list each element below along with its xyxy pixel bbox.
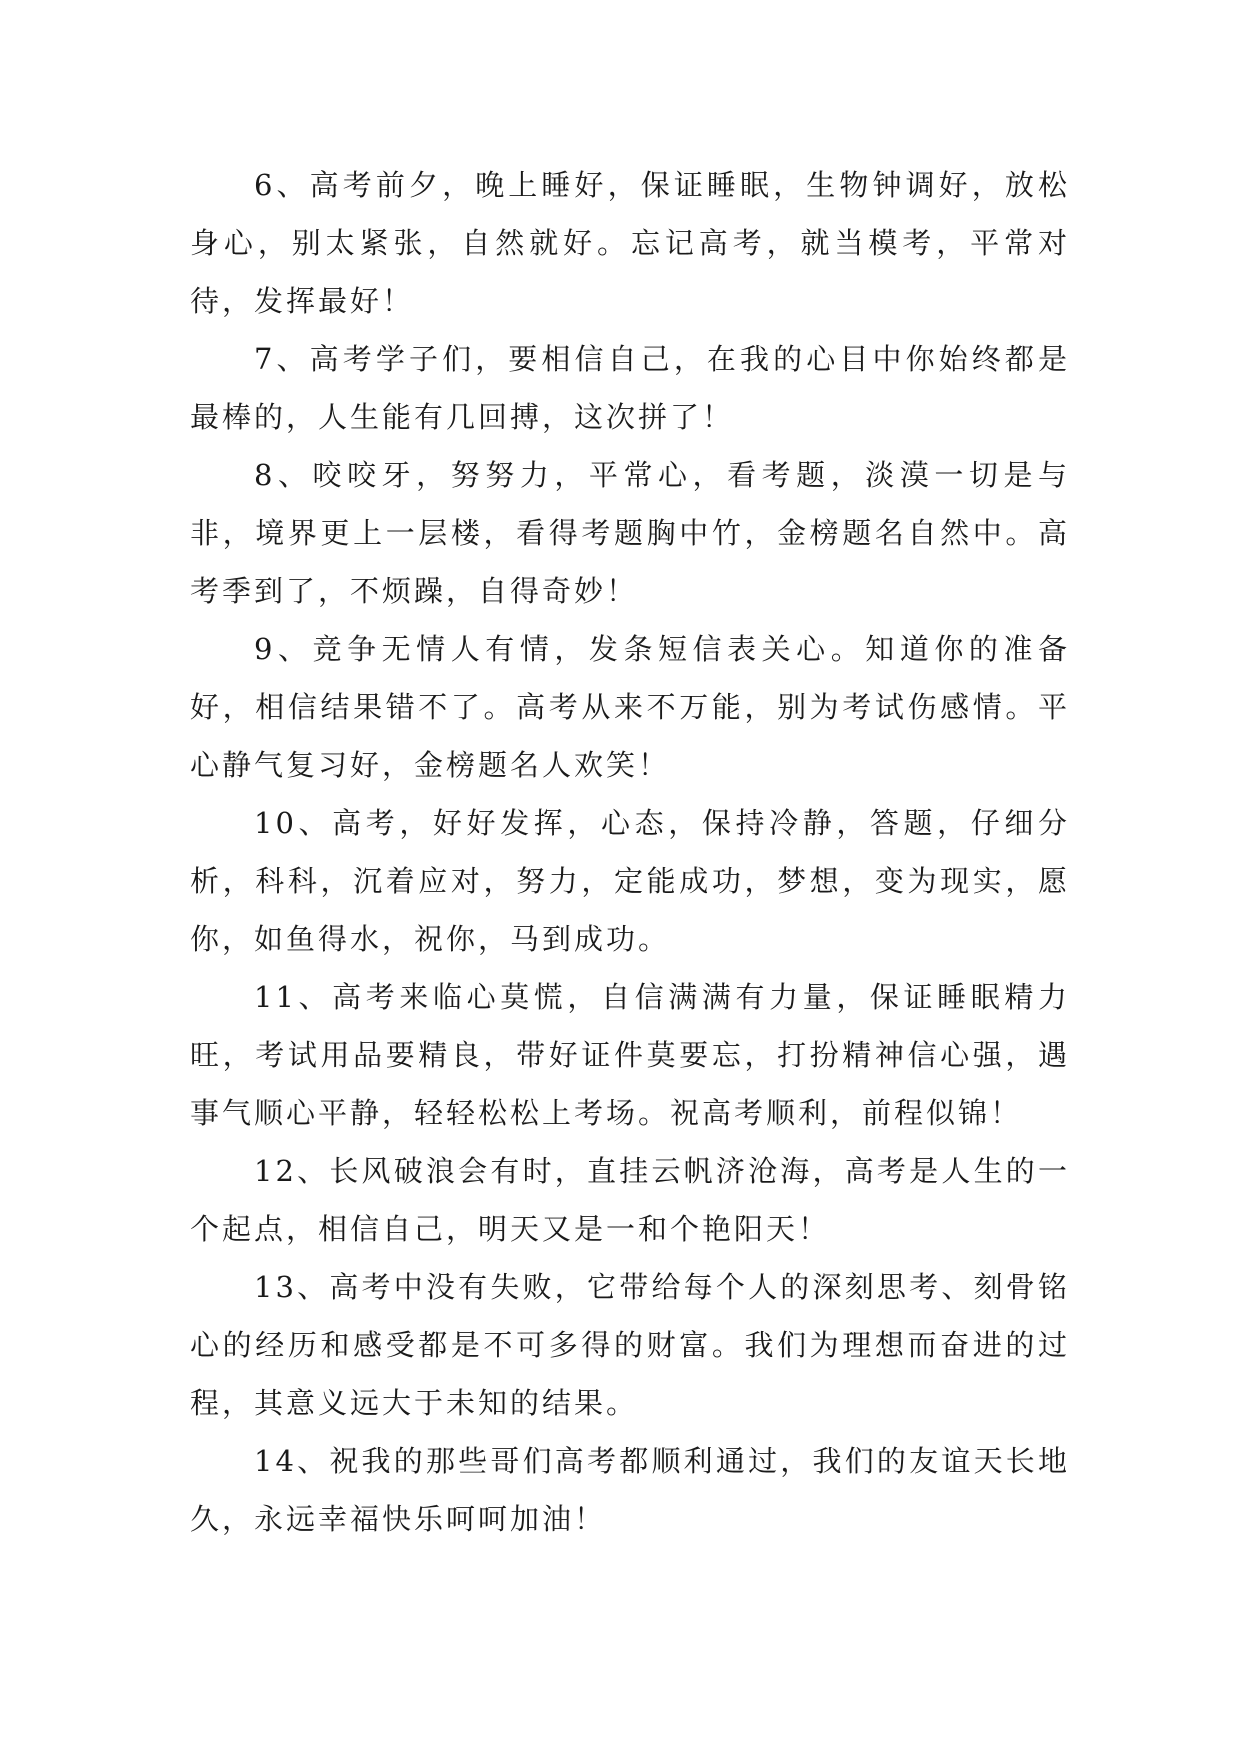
paragraph-10: 10、高考，好好发挥，心态，保持冷静，答题，仔细分析，科科，沉着应对，努力，定能成功，梦想，变为现实，愿你，如鱼得水，祝你，马到成功。 [190,806,1070,956]
paragraph-11: 11、高考来临心莫慌，自信满满有力量，保证睡眠精力旺，考试用品要精良，带好证件莫要忘，打扮精神信心强，遇事气顺心平静，轻轻松松上考场。祝高考顺利，前程似锦！ [190,980,1070,1130]
paragraph-9: 9、竞争无情人有情，发条短信表关心。知道你的准备好，相信结果错不了。高考从来不万能，别为考试伤感情。平心静气复习好，金榜题名人欢笑！ [190,632,1070,782]
paragraph-6: 6、高考前夕，晚上睡好，保证睡眠，生物钟调好，放松身心，别太紧张，自然就好。忘记高考，就当模考，平常对待，发挥最好！ [190,168,1070,318]
paragraph-7: 7、高考学子们，要相信自己，在我的心目中你始终都是最棒的，人生能有几回搏，这次拼了！ [190,342,1070,434]
paragraph-13: 13、高考中没有失败，它带给每个人的深刻思考、刻骨铭心的经历和感受都是不可多得的财富。我们为理想而奋进的过程，其意义远大于未知的结果。 [190,1270,1070,1420]
document-body [190,156,1070,1548]
paragraph-12: 12、长风破浪会有时，直挂云帆济沧海，高考是人生的一个起点，相信自己，明天又是一和个艳阳天！ [190,1154,1070,1246]
paragraph-14: 14、祝我的那些哥们高考都顺利通过，我们的友谊天长地久，永远幸福快乐呵呵加油！ [190,1444,1070,1536]
paragraph-8: 8、咬咬牙，努努力，平常心，看考题，淡漠一切是与非，境界更上一层楼，看得考题胸中竹，金榜题名自然中。高考季到了，不烦躁，自得奇妙！ [190,458,1070,608]
